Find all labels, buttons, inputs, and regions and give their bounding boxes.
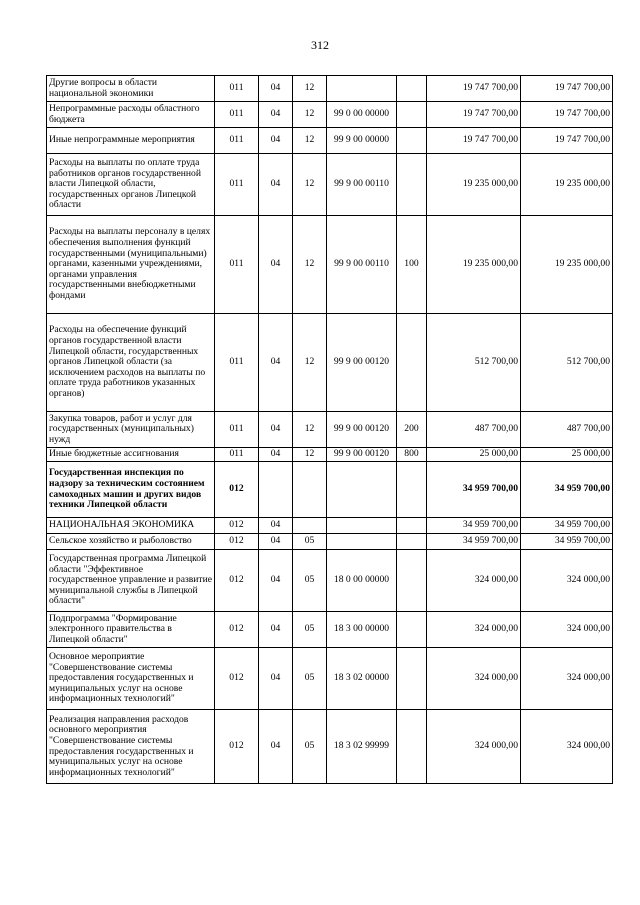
section-code: 04	[259, 710, 293, 784]
row-name: Закупка товаров, работ и услуг для государственных (муниципальных) нужд	[47, 412, 215, 448]
expense-type-code	[397, 462, 427, 518]
amount-year-2: 19 747 700,00	[521, 128, 613, 154]
section-code	[259, 462, 293, 518]
section-code: 04	[259, 648, 293, 710]
amount-year-1: 19 235 000,00	[427, 216, 521, 314]
row-name: Расходы на обеспечение функций органов государственной власти Липецкой области, государственных органов Липецкой области (за исключением расходов на выплаты по оплате труда работников указанных органов)	[47, 314, 215, 412]
row-name: Государственная программа Липецкой области "Эффективное государственное управление и развитие муниципальной службы в Липецкой области"	[47, 550, 215, 612]
subsection-code: 05	[293, 550, 327, 612]
expense-type-code	[397, 518, 427, 534]
table-row	[47, 462, 613, 518]
expense-type-code	[397, 710, 427, 784]
ministry-code: 011	[215, 102, 259, 128]
amount-year-2: 25 000,00	[521, 448, 613, 462]
section-code: 04	[259, 76, 293, 102]
table-row	[47, 710, 613, 784]
amount-year-1: 34 959 700,00	[427, 518, 521, 534]
target-article-code: 99 9 00 00120	[327, 412, 397, 448]
amount-year-2: 512 700,00	[521, 314, 613, 412]
amount-year-1: 19 747 700,00	[427, 102, 521, 128]
budget-table	[46, 75, 613, 784]
row-name: Иные непрограммные мероприятия	[47, 128, 215, 154]
ministry-code: 012	[215, 462, 259, 518]
table-row	[47, 314, 613, 412]
amount-year-1: 34 959 700,00	[427, 462, 521, 518]
target-article-code: 18 3 00 00000	[327, 612, 397, 648]
amount-year-2: 324 000,00	[521, 710, 613, 784]
amount-year-2: 324 000,00	[521, 648, 613, 710]
expense-type-code	[397, 612, 427, 648]
subsection-code: 05	[293, 710, 327, 784]
section-code: 04	[259, 102, 293, 128]
table-row	[47, 448, 613, 462]
section-code: 04	[259, 612, 293, 648]
expense-type-code	[397, 314, 427, 412]
expense-type-code	[397, 534, 427, 550]
row-name: Государственная инспекция по надзору за техническим состоянием самоходных машин и других видов техники Липецкой области	[47, 462, 215, 518]
target-article-code: 99 9 00 00000	[327, 128, 397, 154]
target-article-code	[327, 534, 397, 550]
amount-year-1: 25 000,00	[427, 448, 521, 462]
ministry-code: 011	[215, 412, 259, 448]
section-code: 04	[259, 216, 293, 314]
ministry-code: 011	[215, 216, 259, 314]
target-article-code: 18 3 02 00000	[327, 648, 397, 710]
table-row	[47, 612, 613, 648]
subsection-code: 12	[293, 448, 327, 462]
ministry-code: 012	[215, 648, 259, 710]
ministry-code: 011	[215, 448, 259, 462]
subsection-code: 12	[293, 314, 327, 412]
subsection-code: 12	[293, 412, 327, 448]
table-row	[47, 102, 613, 128]
amount-year-1: 324 000,00	[427, 612, 521, 648]
table-row	[47, 534, 613, 550]
row-name: Расходы на выплаты по оплате труда работников органов государственной власти Липецкой области, государственных органов Липецкой области	[47, 154, 215, 216]
amount-year-2: 487 700,00	[521, 412, 613, 448]
section-code: 04	[259, 448, 293, 462]
expense-type-code	[397, 648, 427, 710]
amount-year-2: 34 959 700,00	[521, 534, 613, 550]
section-code: 04	[259, 154, 293, 216]
table-row	[47, 648, 613, 710]
target-article-code: 99 9 00 00110	[327, 216, 397, 314]
ministry-code: 012	[215, 550, 259, 612]
amount-year-2: 34 959 700,00	[521, 462, 613, 518]
target-article-code	[327, 462, 397, 518]
amount-year-1: 34 959 700,00	[427, 534, 521, 550]
row-name: Иные бюджетные ассигнования	[47, 448, 215, 462]
expense-type-code	[397, 76, 427, 102]
row-name: Непрограммные расходы областного бюджета	[47, 102, 215, 128]
table-row	[47, 518, 613, 534]
section-code: 04	[259, 314, 293, 412]
subsection-code: 12	[293, 102, 327, 128]
target-article-code: 18 3 02 99999	[327, 710, 397, 784]
subsection-code	[293, 462, 327, 518]
ministry-code: 012	[215, 518, 259, 534]
ministry-code: 011	[215, 154, 259, 216]
table-row	[47, 412, 613, 448]
page-number: 312	[311, 38, 329, 52]
ministry-code: 012	[215, 534, 259, 550]
expense-type-code	[397, 154, 427, 216]
target-article-code: 99 9 00 00120	[327, 314, 397, 412]
amount-year-1: 19 747 700,00	[427, 76, 521, 102]
amount-year-2: 19 235 000,00	[521, 154, 613, 216]
amount-year-1: 324 000,00	[427, 710, 521, 784]
amount-year-2: 34 959 700,00	[521, 518, 613, 534]
row-name: Другие вопросы в области национальной экономики	[47, 76, 215, 102]
target-article-code: 99 0 00 00000	[327, 102, 397, 128]
row-name: Расходы на выплаты персоналу в целях обеспечения выполнения функций государственными (муниципальными) органами, казенными учреждениями, органами управления государственными внебюджетными фондами	[47, 216, 215, 314]
amount-year-1: 19 747 700,00	[427, 128, 521, 154]
subsection-code: 12	[293, 128, 327, 154]
ministry-code: 011	[215, 128, 259, 154]
expense-type-code: 800	[397, 448, 427, 462]
ministry-code: 011	[215, 314, 259, 412]
subsection-code	[293, 518, 327, 534]
ministry-code: 012	[215, 710, 259, 784]
expense-type-code: 200	[397, 412, 427, 448]
amount-year-1: 324 000,00	[427, 550, 521, 612]
row-name: Реализация направления расходов основного мероприятия "Совершенствование системы предоставления государственных и муниципальных услуг на основе информационных технологий"	[47, 710, 215, 784]
section-code: 04	[259, 534, 293, 550]
row-name: Подпрограмма "Формирование электронного правительства в Липецкой области"	[47, 612, 215, 648]
amount-year-2: 19 747 700,00	[521, 102, 613, 128]
amount-year-2: 324 000,00	[521, 550, 613, 612]
amount-year-2: 19 747 700,00	[521, 76, 613, 102]
subsection-code: 05	[293, 612, 327, 648]
expense-type-code: 100	[397, 216, 427, 314]
expense-type-code	[397, 128, 427, 154]
row-name: Сельское хозяйство и рыболовство	[47, 534, 215, 550]
subsection-code: 05	[293, 534, 327, 550]
section-code: 04	[259, 412, 293, 448]
target-article-code	[327, 76, 397, 102]
table-row	[47, 128, 613, 154]
table-row	[47, 154, 613, 216]
target-article-code: 99 9 00 00120	[327, 448, 397, 462]
subsection-code: 12	[293, 76, 327, 102]
section-code: 04	[259, 128, 293, 154]
amount-year-1: 512 700,00	[427, 314, 521, 412]
ministry-code: 012	[215, 612, 259, 648]
ministry-code: 011	[215, 76, 259, 102]
table-row	[47, 216, 613, 314]
table-row	[47, 550, 613, 612]
amount-year-1: 19 235 000,00	[427, 154, 521, 216]
subsection-code: 05	[293, 648, 327, 710]
table-row	[47, 76, 613, 102]
target-article-code: 99 9 00 00110	[327, 154, 397, 216]
row-name: Основное мероприятие "Совершенствование системы предоставления государственных и муниципальных услуг на основе информационных технологий"	[47, 648, 215, 710]
subsection-code: 12	[293, 154, 327, 216]
row-name: НАЦИОНАЛЬНАЯ ЭКОНОМИКА	[47, 518, 215, 534]
target-article-code: 18 0 00 00000	[327, 550, 397, 612]
amount-year-2: 19 235 000,00	[521, 216, 613, 314]
amount-year-1: 324 000,00	[427, 648, 521, 710]
expense-type-code	[397, 550, 427, 612]
section-code: 04	[259, 550, 293, 612]
subsection-code: 12	[293, 216, 327, 314]
amount-year-1: 487 700,00	[427, 412, 521, 448]
amount-year-2: 324 000,00	[521, 612, 613, 648]
section-code: 04	[259, 518, 293, 534]
expense-type-code	[397, 102, 427, 128]
target-article-code	[327, 518, 397, 534]
